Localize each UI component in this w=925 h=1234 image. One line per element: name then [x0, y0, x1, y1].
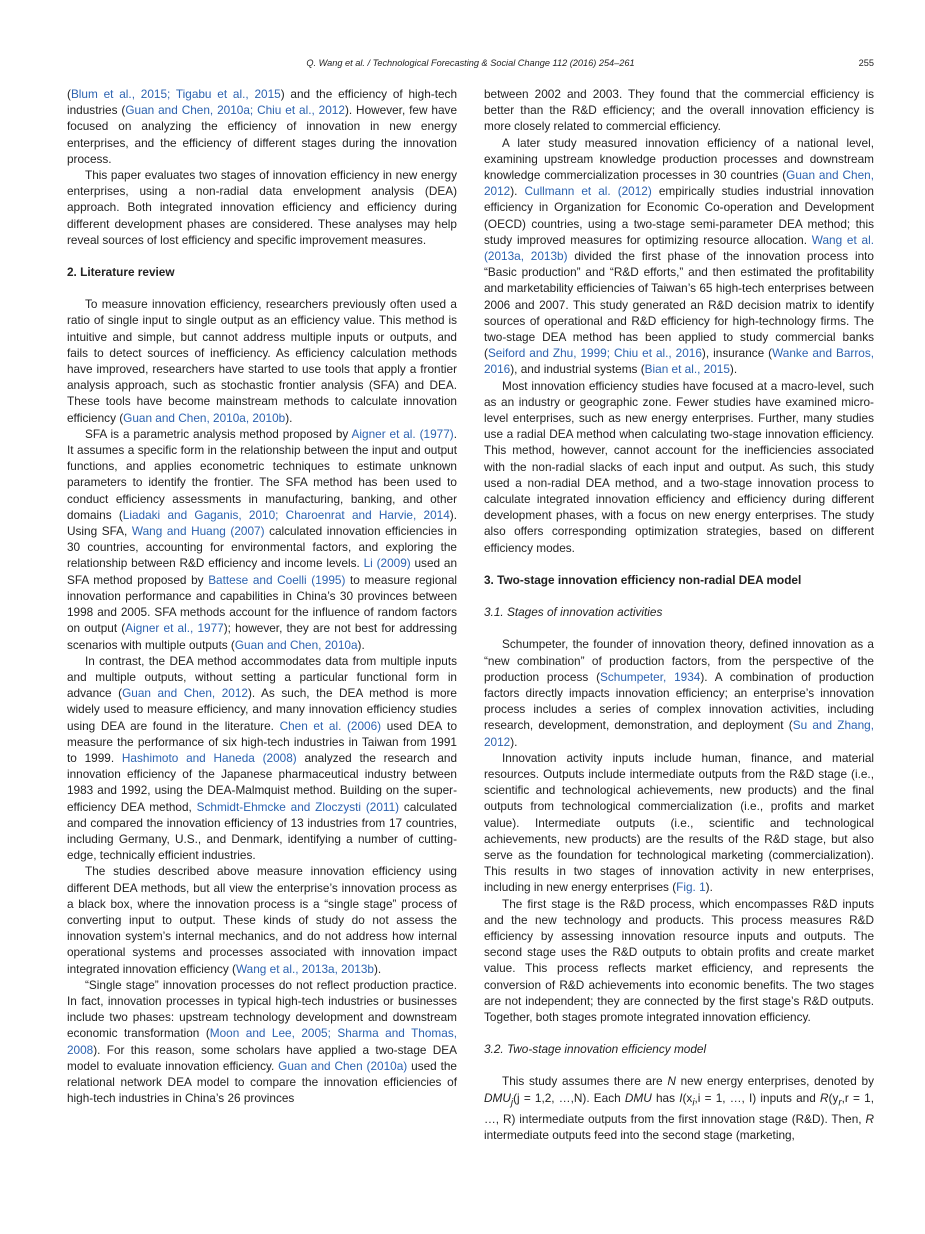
citation-link[interactable]: Hashimoto and Haneda (2008): [121, 750, 297, 765]
paragraph: Most innovation efficiency studies have focused at a macro-level, such as an industry or geographic zone. Fewer studies have examined micro-level enterprises, such as new energy enterprises. Further, many studies use a radial DEA method when calculating two-stage innovation efficiency. This method, however, cannot account for the inefficiencies associated with the non-radial slacks of each input and output. As such, this study used a non-radial DEA method, and a two-stage innovation process to calculate integrated innovation efficiency and efficiency during different development phases, with a focus on new energy enterprises. The study also offers corresponding optimization strategies, based on different efficiency modes.: [484, 378, 874, 555]
citation-link[interactable]: Moon and Lee, 2005; Sharma and Thomas, 2008: [67, 1026, 457, 1057]
citation-link[interactable]: Wanke and Barros, 2016: [484, 346, 875, 377]
page-number: 255: [858, 58, 874, 68]
citation-link[interactable]: Wang et al., 2013a, 2013b: [235, 961, 374, 976]
citation-link[interactable]: Aigner et al. (1977): [351, 426, 454, 441]
paragraph: A later study measured innovation efficiency of a national level, examining upstream knowledge production processes and downstream knowledge commercialization processes in 30 countries (Guan and Chen, 2012). Cullmann et al. (2012) empirically studies industrial innovation efficiency in Organization for Economic Co-operation and Development (OECD) countries, using a two-stage semi-parameter DEA method; this study improved measures for optimizing resource allocation. Wang et al. (2013a, 2013b) divided the first phase of the innovation process into “Basic production” and “R&D efforts,” and then estimated the profitability and marketability efficiencies of Taiwan’s 65 high-tech enterprises between 2006 and 2007. This study generated an R&D decision matrix to identify sources of operational and R&D efficiency for high-technology firms. The two-stage DEA method has been applied to study commercial banks (Seiford and Zhu, 1999; Chiu et al., 2016), insurance (Wanke and Barros, 2016), and industrial systems (Bian et al., 2015).: [484, 135, 875, 377]
paragraph: (Blum et al., 2015; Tigabu et al., 2015) and the efficiency of high-tech industries (Guan and Chen, 2010a; Chiu et al., 2012). However, few have focused on analyzing the efficiency of innovation in new energy enterprises, and the efficiency of different stages during the innovation process.: [67, 87, 458, 166]
paragraph: between 2002 and 2003. They found that the commercial efficiency is better than the R&D efficiency; and the overall innovation efficiency is more closely related to commercial efficiency.: [484, 87, 874, 134]
paragraph: The first stage is the R&D process, which encompasses R&D inputs and the new technology and products. This process measures R&D efficiency by assessing innovation resource inputs and outputs. The second stage uses the R&D outputs to obtain profits and create market value. This process reflects market efficiency, and represents the conversion of R&D achievements into economic benefits. The two stages are not independent; they are connected by the first stage’s R&D outputs. Together, both stages promote integrated innovation efficiency.: [484, 896, 874, 1024]
citation-link[interactable]: Su and Zhang, 2012: [484, 718, 874, 749]
figure-link[interactable]: Fig. 1: [676, 880, 706, 895]
citation-link[interactable]: Schmidt-Ehmcke and Zloczysti (2011): [196, 799, 400, 814]
paragraph: “Single stage” innovation processes do not reflect production practice. In fact, innovation processes in typical high-tech industries or businesses include two phases: upstream technology development and downstream economic transformation (Moon and Lee, 2005; Sharma and Thomas, 2008). For this reason, some scholars have applied a two-stage DEA model to evaluate innovation efficiency. Guan and Chen (2010a) used the relational network DEA model to compare the innovation efficiencies of high-tech industries in China’s 26 provinces: [67, 977, 457, 1106]
citation-link[interactable]: Chen et al. (2006): [279, 718, 382, 733]
citation-link[interactable]: Cullmann et al. (2012): [524, 184, 652, 199]
right-column: [484, 86, 874, 1144]
citation-link[interactable]: Guan and Chen (2010a): [278, 1058, 408, 1073]
citation-link[interactable]: Guan and Chen, 2010a, 2010b: [123, 410, 286, 425]
section-heading: 2. Literature review: [67, 265, 175, 280]
section-heading: 3. Two-stage innovation efficiency non-radial DEA model: [484, 572, 802, 587]
citation-link[interactable]: Seiford and Zhu, 1999; Chiu et al., 2016: [487, 346, 702, 361]
citation-link[interactable]: Guan and Chen, 2010a; Chiu et al., 2012: [125, 103, 345, 118]
citation-link[interactable]: Guan and Chen, 2010a: [234, 637, 358, 652]
running-head-text: Q. Wang et al. / Technological Forecasting & Social Change 112 (2016) 254–261: [306, 58, 635, 68]
paragraph: To measure innovation efficiency, researchers previously often used a ratio of single input to single output as an efficiency value. This method is intuitive and simple, but cannot address multiple inputs or outputs, and fails to detect sources of inefficiency. As efficiency calculation methods have improved, researchers have started to use tools that apply a frontier analysis approach, such as stochastic frontier analysis (SFA) and DEA. These tools have become mainstream methods to calculate innovation efficiency (Guan and Chen, 2010a, 2010b).: [67, 297, 457, 425]
paragraph: This paper evaluates two stages of innovation efficiency in new energy enterprises, using a non-radial data envelopment analysis (DEA) approach. Both integrated innovation efficiency and efficiency during different development phases are considered. These analyses may help reveal sources of lost efficiency and specific improvement measures.: [67, 168, 457, 247]
subsection-heading: 3.1. Stages of innovation activities: [484, 605, 663, 620]
paragraph: Schumpeter, the founder of innovation theory, defined innovation as a “new combination” of production factors, from the perspective of the production process (Schumpeter, 1934). A combination of production factors directly impacts innovation efficiency; an enterprise’s innovation process includes a series of complex innovation activities, including research, development, demonstration, and deployment (Su and Zhang, 2012).: [484, 637, 874, 749]
running-header: [67, 58, 874, 72]
paragraph: SFA is a parametric analysis method proposed by Aigner et al. (1977). It assumes a specific form in the relationship between the input and output functions, and applies econometric techniques to estimate unknown parameters to identify the frontier. The SFA method has been used to conduct efficiency assessments in manufacturing, banking, and other domains (Liadaki and Gaganis, 2010; Charoenrat and Harvie, 2014). Using SFA, Wang and Huang (2007) calculated innovation efficiencies in 30 countries, accounting for environmental factors, and exploring the relationship between R&D efficiency and income levels. Li (2009) used an SFA method proposed by Battese and Coelli (1995) to measure regional innovation performance and capabilities in China’s 30 provinces between 1998 and 2005. SFA methods account for the influence of random factors on output (Aigner et al., 1977); however, they are not best for addressing scenarios with multiple outputs (Guan and Chen, 2010a).: [67, 426, 458, 652]
citation-link[interactable]: Battese and Coelli (1995): [208, 572, 346, 587]
paragraph: In contrast, the DEA method accommodates data from multiple inputs and multiple outputs, without setting a particular functional form in advance (Guan and Chen, 2012). As such, the DEA method is more widely used to measure efficiency, and many innovation efficiency studies using DEA are found in the literature. Chen et al. (2006) used DEA to measure the performance of six high-tech industries in Taiwan from 1991 to 1999. Hashimoto and Haneda (2008) analyzed the research and innovation efficiency of the Japanese pharmaceutical industry between 1983 and 1992, using the DEA-Malmquist method. Building on the super-efficiency DEA method, Schmidt-Ehmcke and Zloczysti (2011) calculated and compared the innovation efficiency of 13 industries from 17 countries, including Germany, U.S., and Denmark, identifying a number of cutting-edge, technically efficient industries.: [67, 653, 458, 863]
citation-link[interactable]: Li (2009): [363, 556, 411, 571]
paragraph: The studies described above measure innovation efficiency using different DEA methods, but all view the enterprise’s innovation process as a black box, where the innovation process is a “single stage” process of converting input to output. These kinds of study do not assess the innovation system’s internal mechanics, and do not address how internal operational systems and processes associated with innovation impact integrated innovation efficiency (Wang et al., 2013a, 2013b).: [67, 864, 457, 976]
citation-link[interactable]: Liadaki and Gaganis, 2010; Charoenrat and Harvie, 2014: [122, 507, 450, 522]
subsection-heading: 3.2. Two-stage innovation efficiency model: [484, 1042, 707, 1057]
citation-link[interactable]: Blum et al., 2015; Tigabu et al., 2015: [70, 87, 281, 101]
citation-link[interactable]: Schumpeter, 1934: [600, 669, 701, 684]
paragraph: This study assumes there are N new energy enterprises, denoted by $DMU_j(j = 1,2$, …,N). Each DMU has $I(x_i,i = 1$, …, I) inputs and $R(y_r,r = 1$, …, R) intermediate outputs from the first innovation stage (R&D). Then, R intermediate outputs feed into the second stage (marketing,: [484, 1074, 874, 1143]
citation-link[interactable]: Aigner et al., 1977: [125, 621, 224, 636]
paragraph: Innovation activity inputs include human, finance, and material resources. Outputs include intermediate outputs from the R&D stage (i.e., scientific and technological achievements, new products) and the final outputs from technological commercialization (i.e., profits and market value). Intermediate outputs (i.e., scientific and technological achievements, new products) are the results of the R&D stage, but also serve as the foundation for technological marketing (commercialization). This results in two stages of innovation activity in new enterprises, including in new energy enterprises (Fig. 1).: [484, 750, 874, 895]
citation-link[interactable]: Guan and Chen, 2012: [122, 686, 248, 701]
citation-link[interactable]: Bian et al., 2015: [644, 362, 730, 377]
citation-link[interactable]: Wang and Huang (2007): [131, 524, 265, 539]
left-column: [67, 86, 457, 1106]
citation-link[interactable]: Wang et al. (2013a, 2013b): [484, 232, 874, 264]
citation-link[interactable]: Guan and Chen, 2012: [484, 168, 875, 199]
